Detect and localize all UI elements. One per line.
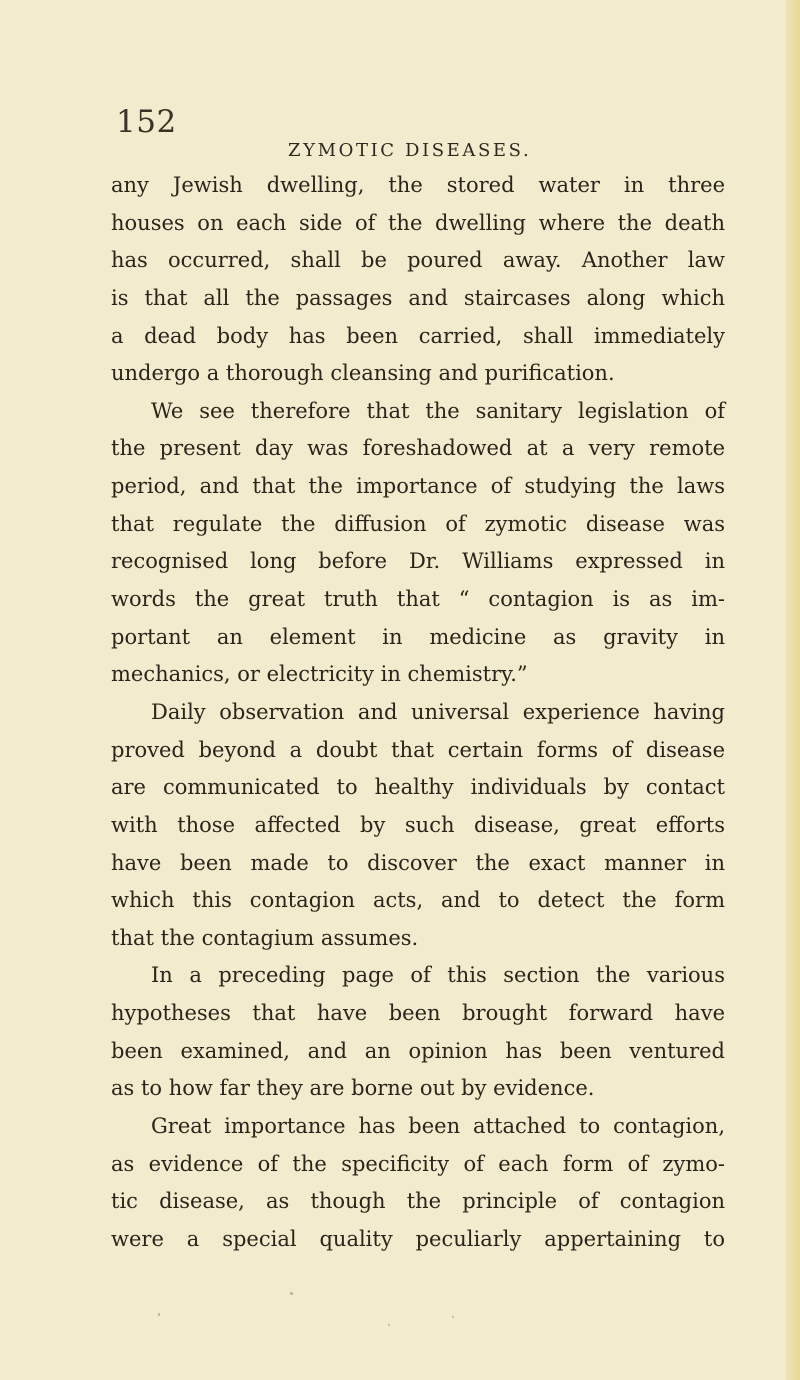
text-line: has occurred, shall be poured away. Another law: [111, 248, 725, 273]
text-line: portant an element in medicine as gravity in: [111, 624, 725, 649]
text-line: were a special quality peculiarly appertaining to: [111, 1226, 725, 1251]
paper-speck: [452, 1316, 454, 1318]
running-head: ZYMOTIC DISEASES.: [288, 140, 532, 161]
text-line: have been made to discover the exact manner in: [111, 850, 725, 875]
text-line: mechanics, or electricity in chemistry.”: [111, 662, 528, 687]
body-text: [111, 167, 725, 1259]
text-line: with those affected by such disease, great efforts: [111, 812, 725, 837]
text-line: recognised long before Dr. Williams expressed in: [111, 549, 725, 574]
text-line: any Jewish dwelling, the stored water in three: [111, 173, 725, 197]
paragraph-start-line: We see therefore that the sanitary legislation of: [151, 398, 725, 423]
text-line: words the great truth that “ contagion is as im-: [111, 587, 725, 612]
paper-speck: [388, 1324, 390, 1326]
page-edge: [786, 0, 800, 1380]
paragraph-start-line: Great importance has been attached to contagion,: [151, 1114, 725, 1139]
text-line: that regulate the diffusion of zymotic disease was: [111, 511, 725, 536]
text-line: as evidence of the specificity of each form of zymo-: [111, 1151, 725, 1176]
page-header: [0, 104, 800, 164]
text-line: that the contagium assumes.: [111, 925, 419, 950]
text-line: are communicated to healthy individuals by contact: [111, 775, 725, 800]
paper-speck: [290, 1292, 293, 1295]
text-line: which this contagion acts, and to detect the form: [111, 888, 725, 913]
text-line: undergo a thorough cleansing and purification.: [111, 361, 615, 386]
text-line: a dead body has been carried, shall immediately: [111, 323, 725, 348]
text-line: as to how far they are borne out by evidence.: [111, 1076, 595, 1101]
text-line: is that all the passages and staircases along which: [111, 285, 725, 310]
text-line: tic disease, as though the principle of contagion: [111, 1189, 725, 1214]
paragraph-start-line: In a preceding page of this section the various: [151, 963, 725, 988]
text-line: period, and that the importance of studying the laws: [111, 474, 725, 499]
text-line: houses on each side of the dwelling where the death: [111, 210, 725, 235]
text-line: hypotheses that have been brought forward have: [111, 1001, 725, 1026]
paper-speck: [158, 1313, 160, 1316]
text-line: proved beyond a doubt that certain forms of disease: [111, 737, 725, 762]
text-line: been examined, and an opinion has been ventured: [111, 1038, 725, 1063]
text-line: the present day was foreshadowed at a very remote: [111, 436, 725, 461]
page-number: 152: [116, 104, 177, 140]
paragraph-start-line: Daily observation and universal experience having: [151, 699, 725, 724]
